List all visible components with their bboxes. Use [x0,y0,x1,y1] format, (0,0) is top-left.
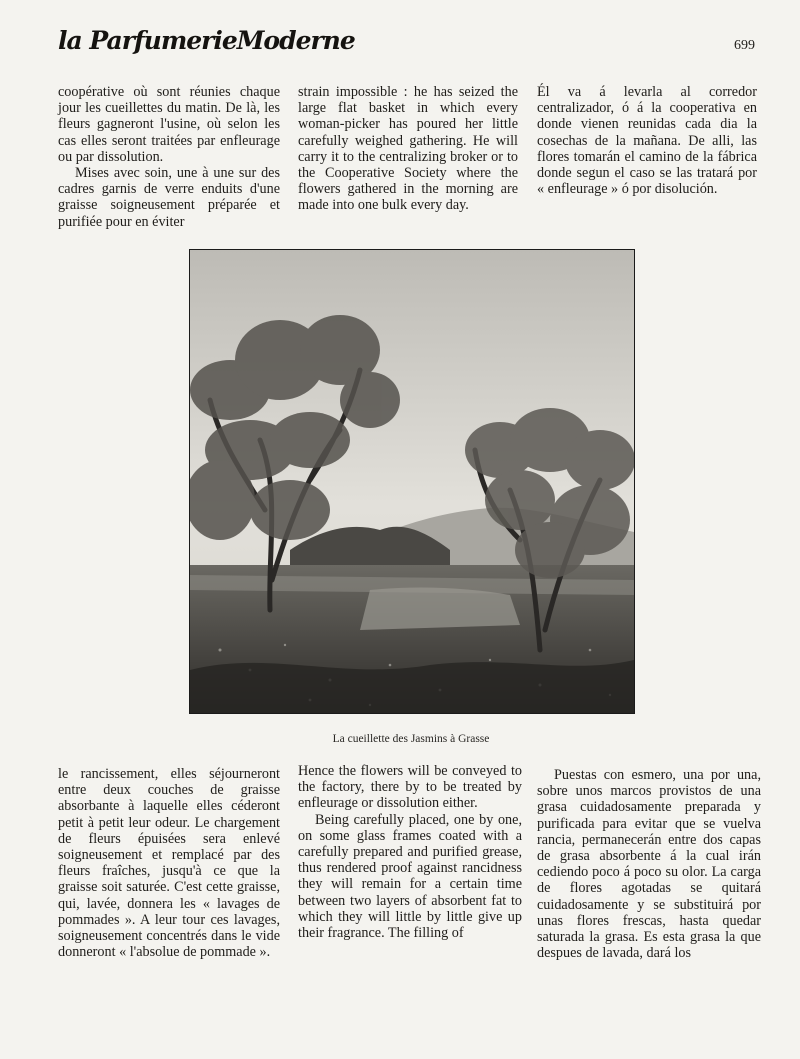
page-number: 699 [734,38,755,53]
paragraph: le rancissement, elles séjourneront entre deux couches de graisse absorbante à laquelle elles céderont petit à petit leur odeur. Le chargement de fleurs épuisées sera enlevé soigneusement et remplacé par des fleurs fraîches, jusqu'à ce que la graisse soit saturée. C'est cette graisse, qui, lavée, donnera les « lavages de pommades ». A leur tour ces lavages, soigneusement concentrés dans le vide donneront « l'absolue de pommade ». [58,766,280,961]
paragraph: Él va á levarla al corredor centralizador, ó á la cooperativa en donde vienen reunidas cada dia la cosechas de la mañana. De alli, las flores tomarán el camino de la fábrica donde segun el caso se las tratará por « enfleurage » ó por disolución. [537,84,757,198]
top-column-french [58,84,280,230]
bottom-column-english [298,763,522,941]
paragraph: coopérative où sont réunies chaque jour les cueillettes du matin. De là, les fleurs gagneront l'usine, où selon les cas elles seront traitées par enfleurage ou par dissolution. [58,84,280,165]
figure-caption: La cueillette des Jasmins à Grasse [332,733,490,745]
paragraph: Mises avec soin, une à une sur des cadres garnis de verre enduits d'une graisse soigneusement préparée et purifiée pour en éviter [58,165,280,230]
paragraph: Being carefully placed, one by one, on some glass frames coated with a carefully prepared and purified grease, thus rendered proof against rancidness they will remain for a certain time between two layers of absorbent fat to which they will little by little give up their fragrance. The filling of [298,811,522,942]
bottom-column-spanish [537,767,761,961]
photo-illustration [190,250,634,713]
bottom-column-french [58,766,280,960]
top-column-english [298,84,518,214]
top-column-spanish [537,84,757,197]
paragraph: strain impossible : he has seized the large flat basket in which every woman-picker has poured her little carefully weighed gathering. He will carry it to the centralizing broker or to the Cooperative Society where the flowers gathered in the morning are made into one bulk every day. [298,84,518,214]
paragraph: Hence the flowers will be conveyed to the factory, there by to be treated by enfleurage or dissolution either. [298,763,522,812]
magazine-title: la ParfumerieModerne [58,26,355,55]
jasmine-harvest-photo [189,249,635,714]
paragraph: Puestas con esmero, una por una, sobre unos marcos provistos de una grasa cuidadosamente preparada y purificada para evitar que se vuelva rancia, permanecerán entre dos capas de grasa absorbente á la cual irán cediendo poco á poco su olor. La carga de flores agotadas se quitará cuidadosamente y se substituirá por unas flores frescas, hasta quedar saturada la grasa. Es esta grasa la que despues de lavada, dará los [537,767,761,962]
